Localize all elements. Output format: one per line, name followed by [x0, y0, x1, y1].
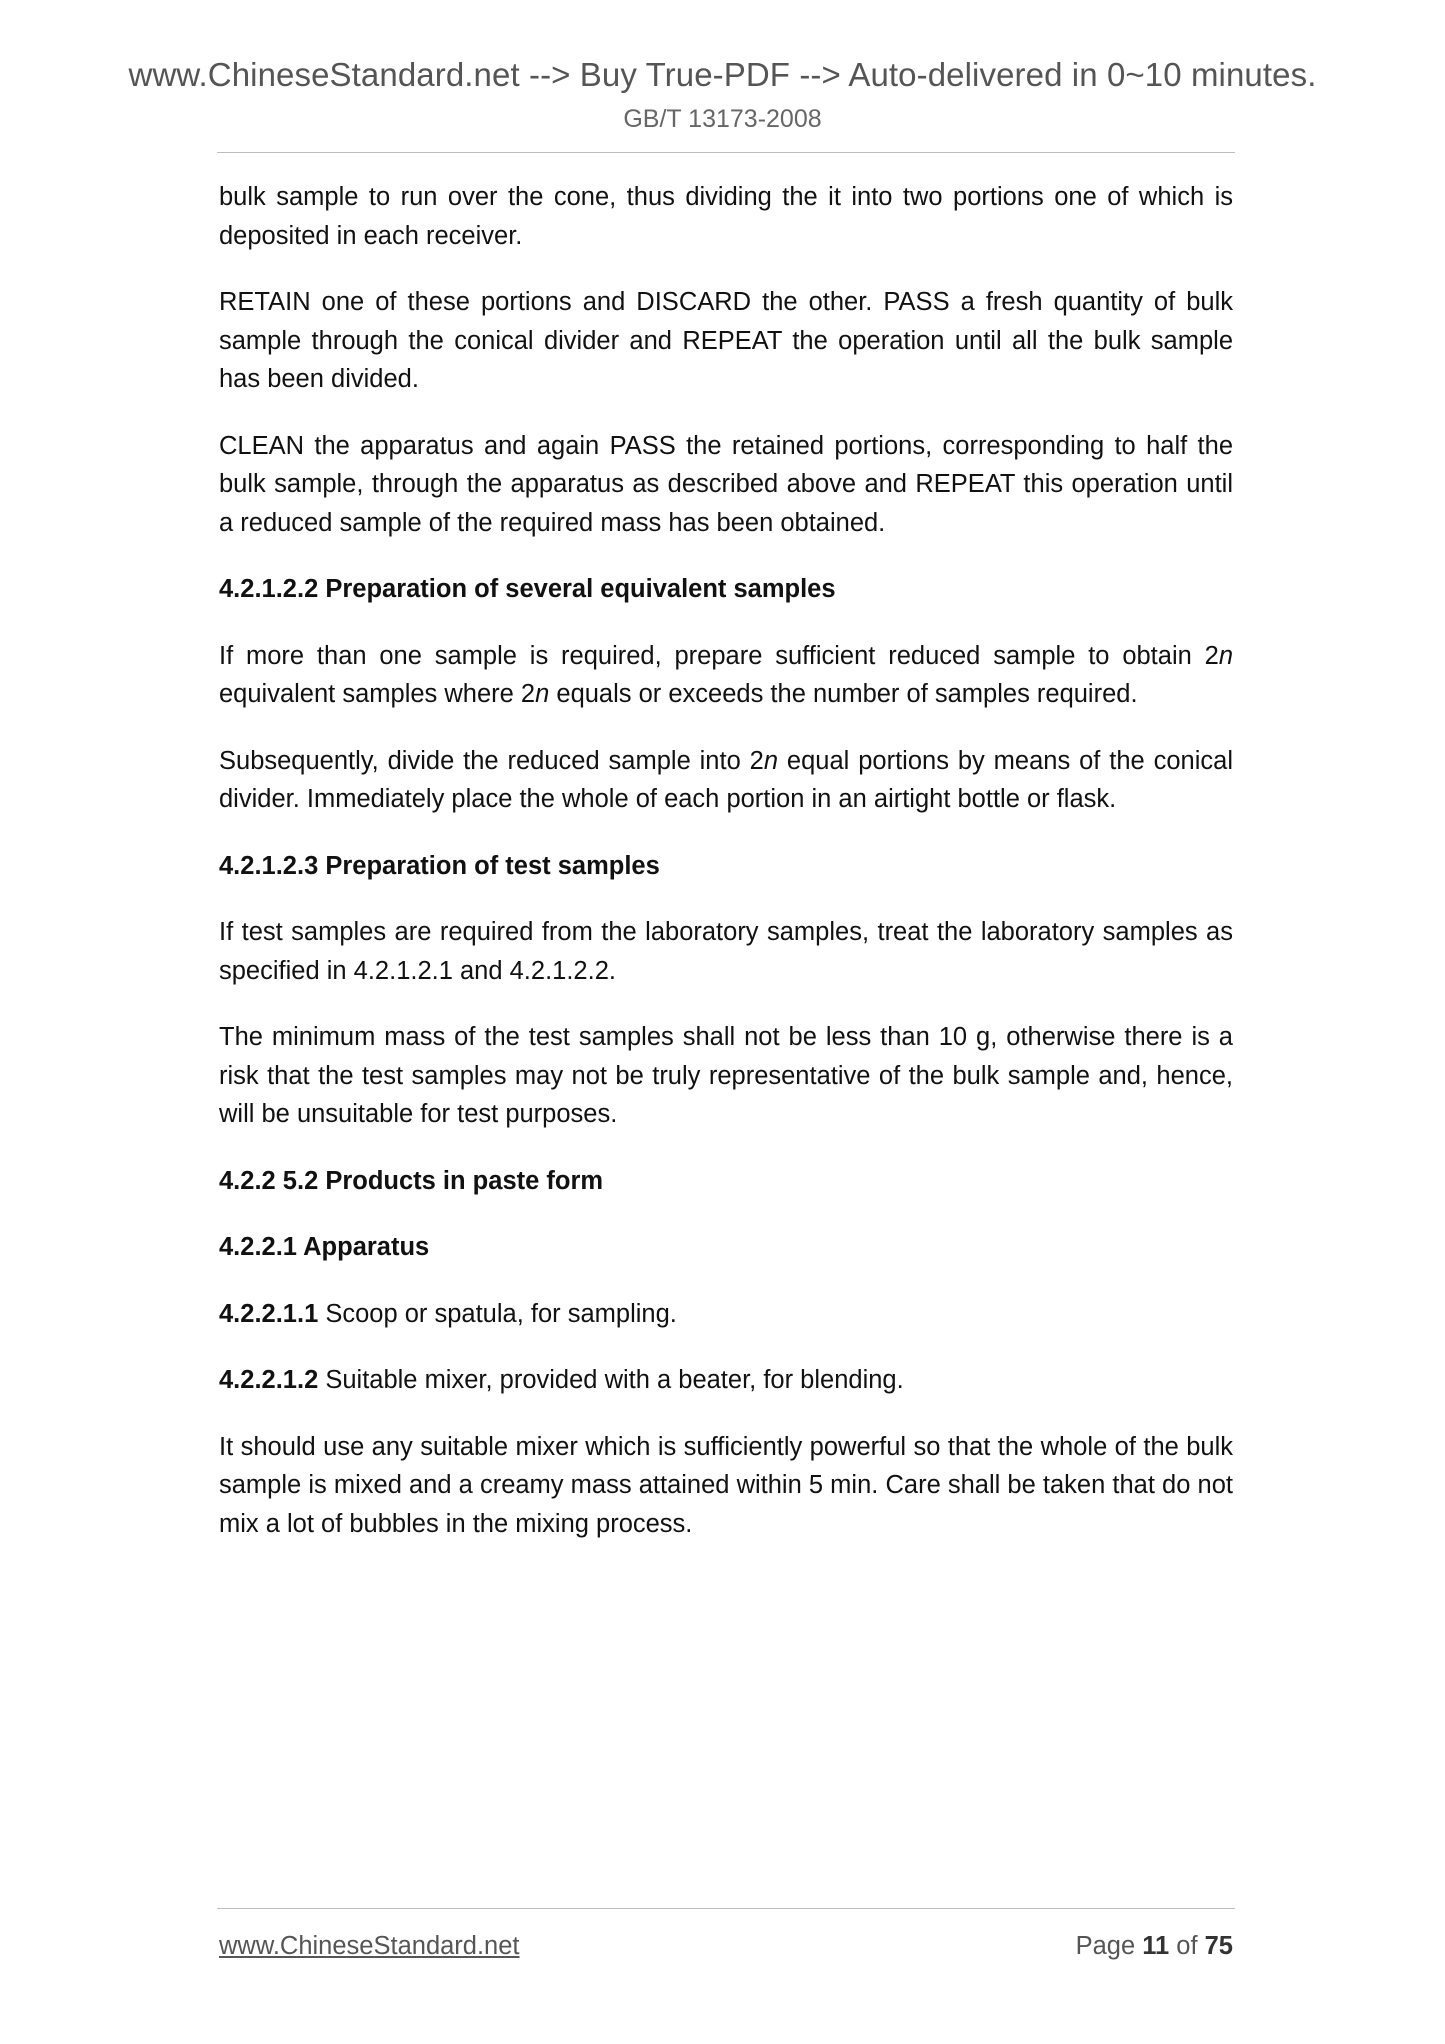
footer-website-link[interactable]: www.ChineseStandard.net	[219, 1932, 520, 1960]
text-run: equal portions by means of the conical divider. Immediately place the whole of each portion in an airtight bottle or flask.	[219, 746, 1233, 813]
page-label: Page	[1075, 1932, 1143, 1960]
page-total: 75	[1204, 1932, 1233, 1960]
variable-n: n	[763, 746, 779, 775]
item-mixer	[219, 1361, 1233, 1400]
paragraph-subsequently	[219, 742, 1233, 819]
variable-n: n	[535, 680, 550, 708]
text-run: If more than one sample is required, prepare sufficient reduced sample to obtain 2	[219, 641, 1219, 670]
text-run: equivalent samples where 2	[219, 680, 536, 708]
footer-divider	[217, 1908, 1235, 1909]
variable-n: n	[1218, 641, 1233, 670]
section-heading-paste-form: 4.2.2 5.2 Products in paste form	[219, 1166, 604, 1195]
paragraph-clean: CLEAN the apparatus and again PASS the retained portions, corresponding to half the bulk sample, through the apparatus as described above and REPEAT this operation until a reduced sample of the required mass has been obtained.	[219, 431, 1233, 537]
section-heading-equivalent-samples: 4.2.1.2.2 Preparation of several equivalent samples	[219, 575, 836, 603]
item-text: Suitable mixer, provided with a beater, for blending.	[318, 1366, 904, 1394]
text-run: equals or exceeds the number of samples required.	[549, 680, 1138, 708]
paragraph-more-than-one	[219, 637, 1233, 714]
page-number	[1076, 1932, 1233, 1961]
document-code: GB/T 13173-2008	[623, 105, 822, 133]
header-divider	[217, 152, 1235, 153]
section-heading-apparatus: 4.2.2.1 Apparatus	[219, 1233, 430, 1261]
page-of: of	[1169, 1932, 1205, 1960]
page-current: 11	[1142, 1932, 1170, 1960]
text-run: Subsequently, divide the reduced sample into 2	[219, 746, 764, 775]
paragraph-minimum-mass: The minimum mass of the test samples shall not be less than 10 g, otherwise there is a risk that the test samples may not be truly representative of the bulk sample and, hence, will be unsuitable for test purposes.	[219, 1023, 1233, 1128]
item-number: 4.2.2.1.1	[219, 1299, 319, 1328]
item-text: Scoop or spatula, for sampling.	[318, 1299, 677, 1328]
page-content	[219, 178, 1233, 1571]
paragraph-retain: RETAIN one of these portions and DISCARD the other. PASS a fresh quantity of bulk sample through the conical divider and REPEAT the operation until all the bulk sample has been divided.	[219, 288, 1233, 393]
item-scoop	[219, 1295, 1233, 1334]
item-number: 4.2.2.1.2	[219, 1366, 319, 1394]
header-banner: www.ChineseStandard.net --> Buy True-PDF --> Auto-delivered in 0~10 minutes.	[128, 56, 1317, 93]
paragraph-mixer-usage: It should use any suitable mixer which is sufficiently powerful so that the whole of the bulk sample is mixed and a creamy mass attained within 5 min. Care shall be taken that do not mix a lot of bubbles in the mixing process.	[219, 1432, 1233, 1538]
section-heading-test-samples: 4.2.1.2.3 Preparation of test samples	[219, 851, 660, 880]
paragraph-if-test-samples: If test samples are required from the laboratory samples, treat the laboratory samples as specified in 4.2.1.2.1 and 4.2.1.2.2.	[219, 918, 1233, 985]
paragraph-bulk-sample: bulk sample to run over the cone, thus dividing the it into two portions one of which is deposited in each receiver.	[219, 183, 1233, 250]
